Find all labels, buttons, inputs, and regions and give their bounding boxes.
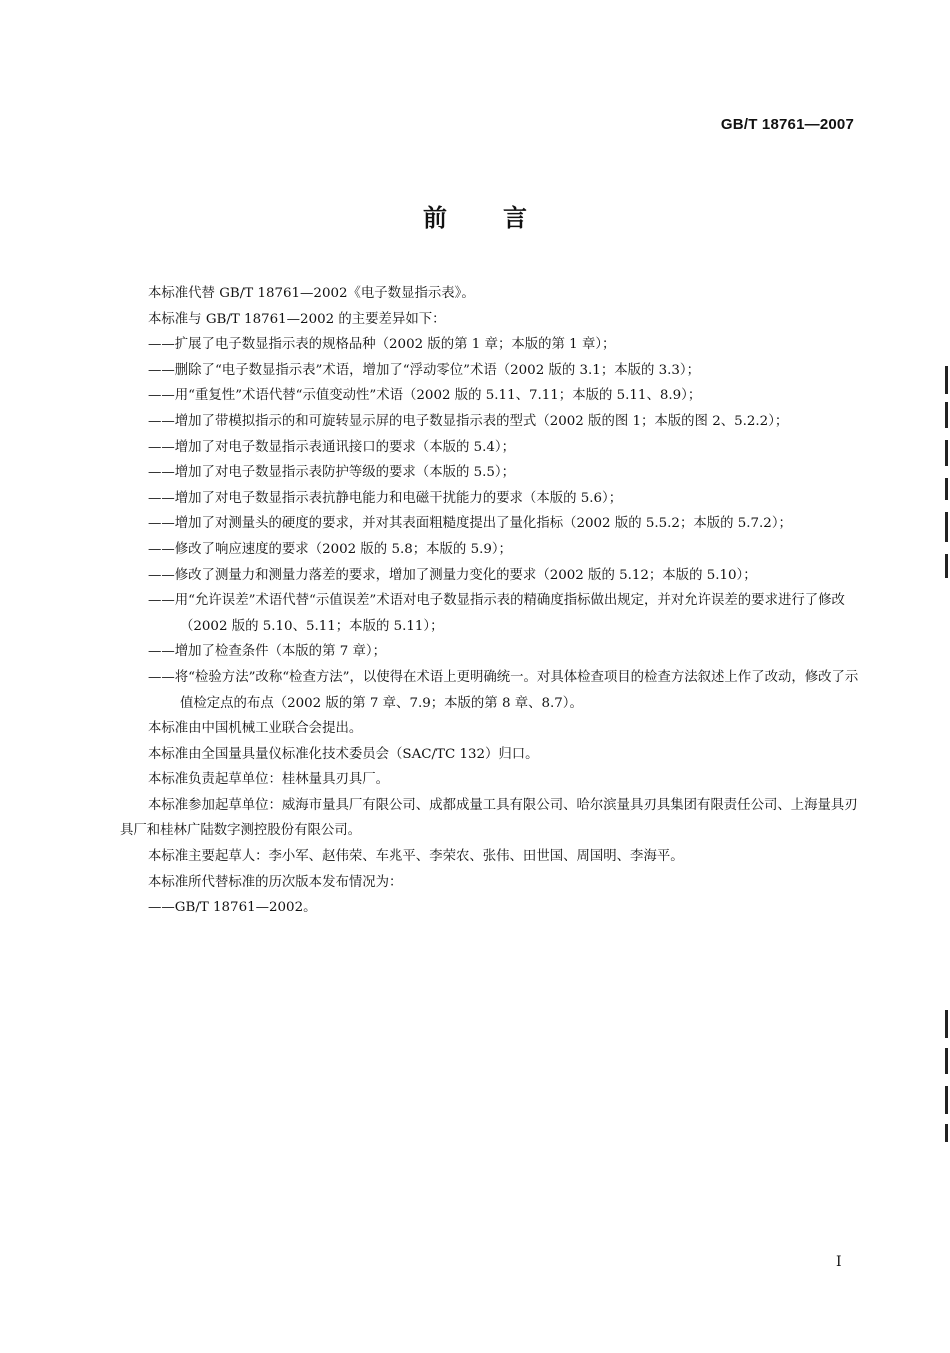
paragraph-proposer: 本标准由中国机械工业联合会提出。 (148, 721, 363, 737)
scan-edge-mark (945, 512, 948, 542)
page-title: 前言 (423, 204, 583, 232)
paragraph-differences-intro: 本标准与 GB/T 18761—2002 的主要差异如下： (148, 311, 446, 327)
list-item: ——扩展了电子数显指示表的规格品种（2002 版的第 1 章；本版的第 1 章）； (148, 337, 616, 353)
paragraph-participating-drafters: 本标准参加起草单位：威海市量具厂有限公司、成都成量工具有限公司、哈尔滨量具刃具集团有限责任公司、上海量具刃具厂和桂林广陆数字测控股份有限公司。 (120, 797, 858, 839)
scan-edge-mark (945, 478, 948, 500)
scan-edge-mark (945, 1086, 948, 1114)
list-item: ——删除了“电子数显指示表”术语，增加了“浮动零位”术语（2002 版的 3.1；本版的 3.3）； (148, 362, 701, 378)
scan-edge-mark (945, 1048, 948, 1074)
page-number: I (836, 1254, 842, 1270)
list-item: ——增加了检查条件（本版的第 7 章）； (148, 644, 386, 660)
list-item: ——修改了测量力和测量力落差的要求，增加了测量力变化的要求（2002 版的 5.12；本版的 5.10）； (148, 567, 757, 583)
list-item: ——增加了对电子数显指示表防护等级的要求（本版的 5.5）； (148, 465, 516, 481)
list-item: ——增加了带模拟指示的和可旋转显示屏的电子数显指示表的型式（2002 版的图 1；本版的图 2、5.2.2）； (148, 413, 789, 429)
list-item: ——增加了对测量头的硬度的要求，并对其表面粗糙度提出了量化指标（2002 版的 5.5.2；本版的 5.7.2）； (148, 516, 792, 532)
paragraph-committee: 本标准由全国量具量仪标准化技术委员会（SAC/TC 132）归口。 (148, 746, 539, 762)
scan-edge-mark (945, 366, 948, 394)
list-item: ——将“检验方法”改称“检查方法”，以使得在术语上更明确统一。对具体检查项目的检查方法叙述上作了改动，修改了示值检定点的布点（2002 版的第 7 章、7.9；本版的第 8 章、8.7）。 (148, 669, 859, 711)
list-item: ——修改了响应速度的要求（2002 版的 5.8；本版的 5.9）； (148, 541, 512, 557)
list-item: ——用“允许误差”术语代替“示值误差”术语对电子数显指示表的精确度指标做出规定，并对允许误差的要求进行了修改（2002 版的 5.10、5.11；本版的 5.11）； (148, 593, 845, 634)
list-item: ——增加了对电子数显指示表通讯接口的要求（本版的 5.4）； (148, 439, 516, 455)
scan-edge-mark (945, 554, 948, 578)
paragraph-lead-drafter: 本标准负责起草单位：桂林量具刃具厂。 (148, 772, 390, 788)
list-item: ——增加了对电子数显指示表抗静电能力和电磁干扰能力的要求（本版的 5.6）； (148, 490, 623, 506)
foreword-body (120, 281, 862, 921)
standard-code: GB/T 18761—2007 (720, 116, 854, 133)
paragraph-main-drafters: 本标准主要起草人：李小军、赵伟荣、车兆平、李荣农、张伟、田世国、周国明、李海平。 (148, 849, 684, 865)
scan-edge-mark (945, 402, 948, 428)
list-item: ——用“重复性”术语代替“示值变动性”术语（2002 版的 5.11、7.11；本版的 5.11、8.9）； (148, 388, 702, 404)
paragraph-replacement: 本标准代替 GB/T 18761—2002《电子数显指示表》。 (148, 286, 475, 301)
scan-edge-mark (945, 1010, 948, 1038)
scan-edge-mark (945, 440, 948, 466)
list-item: ——GB/T 18761—2002。 (148, 900, 317, 916)
scan-edge-mark (945, 1124, 948, 1142)
paragraph-history-intro: 本标准所代替标准的历次版本发布情况为： (148, 874, 403, 890)
